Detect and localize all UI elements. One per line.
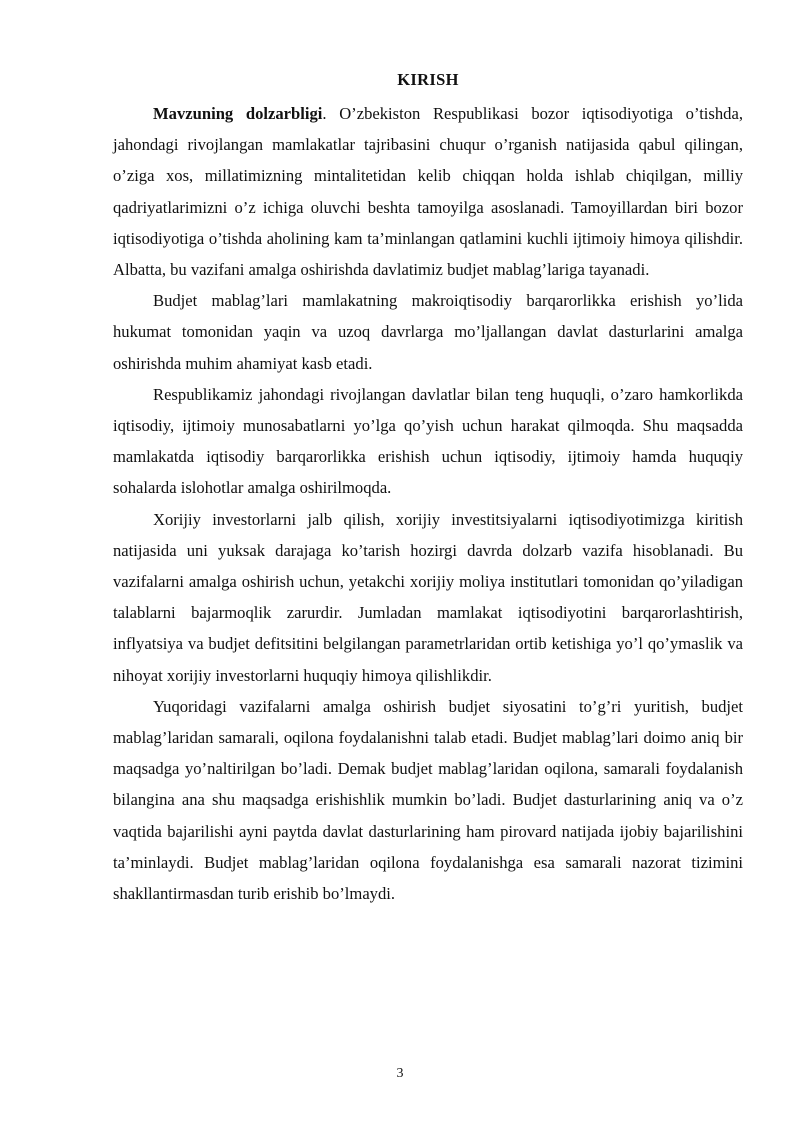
paragraph-relevance [113, 98, 743, 285]
document-page [113, 68, 743, 909]
paragraph-budget-funds: Budjet mablag’lari mamlakatning makroiqtisodiy barqarorlikka erishish yo’lida hukumat tomonidan yaqin va uzoq davrlarga mo’ljallangan davlat dasturlarini amalga oshirishda muhim ahamiyat kasb etadi. [113, 291, 743, 373]
page-number: 3 [396, 1066, 404, 1081]
paragraph-cooperation: Respublikamiz jahondagi rivojlangan davlatlar bilan teng huquqli, o’zaro hamkorlikda iqtisodiy, ijtimoiy munosabatlarni yo’lga qo’yish uchun harakat qilmoqda. Shu maqsadda mamlakatda iqtisodiy barqarorlikka erishish uchun iqtisodiy, ijtimoiy hamda huquqiy sohalarda islohotlar amalga oshirilmoqda. [113, 384, 743, 498]
paragraph-text: . O’zbekiston Respublikasi bozor iqtisodiyotiga o’tishda, jahondagi rivojlangan mamlakatlar tajribasini chuqur o’rganish natijasida qabul qilingan, o’ziga xos, millatimizning mintalitetidan kelib chiqqan holda ishlab chiqilgan, milliy qadriyatlarimizni o’z ichiga oluvchi beshta tamoyilga asoslanadi. Tamoyillardan biri bozor iqtisodiyotiga o’tishda aholining kam ta’minlangan qatlamini kuchli ijtimoiy himoya qilishdir. Albatta, bu vazifani amalga oshirishda davlatimiz budjet mablag’lariga tayanadi. [113, 104, 743, 280]
document-heading: KIRISH [397, 70, 459, 89]
paragraph-investors: Xorijiy investorlarni jalb qilish, xorijiy investitsiyalarni iqtisodiyotimizga kiritish natijasida uni yuksak darajaga ko’tarish hozirgi davrda dolzarb vazifa hisoblanadi. Bu vazifalarni amalga oshirish uchun, yetakchi xorijiy moliya institutlari tomonidan qo’yiladigan talablarni bajarmoqlik zarurdir. Jumladan mamlakat iqtisodiyotini barqarorlashtirish, inflyatsiya va budjet defitsitini belgilangan parametrlaridan ortib ketishiga yo’l qo’ymaslik va nihoyat xorijiy investorlarni huquqiy himoya qilishlikdir. [113, 509, 743, 685]
paragraph-budget-policy: Yuqoridagi vazifalarni amalga oshirish budjet siyosatini to’g’ri yuritish, budjet mablag’laridan samarali, oqilona foydalanishni talab etadi. Budjet mablag’lari doimo aniq bir maqsadga yo’naltirilgan bo’ladi. Demak budjet mablag’laridan oqilona, samarali foydalanish bilangina ana shu maqsadga erishishlik mumkin bo’ladi. Budjet dasturlarining aniq va o’z vaqtida bajarilishi ayni paytda davlat dasturlarining ham pirovard natijada ijobiy bajarilishini ta’minlaydi. Budjet mablag’laridan oqilona foydalanishga esa samarali nazorat tizimini shakllantirmasdan turib erishib bo’lmaydi. [113, 696, 743, 904]
paragraph-lead: Mavzuning dolzarbligi [153, 104, 323, 123]
